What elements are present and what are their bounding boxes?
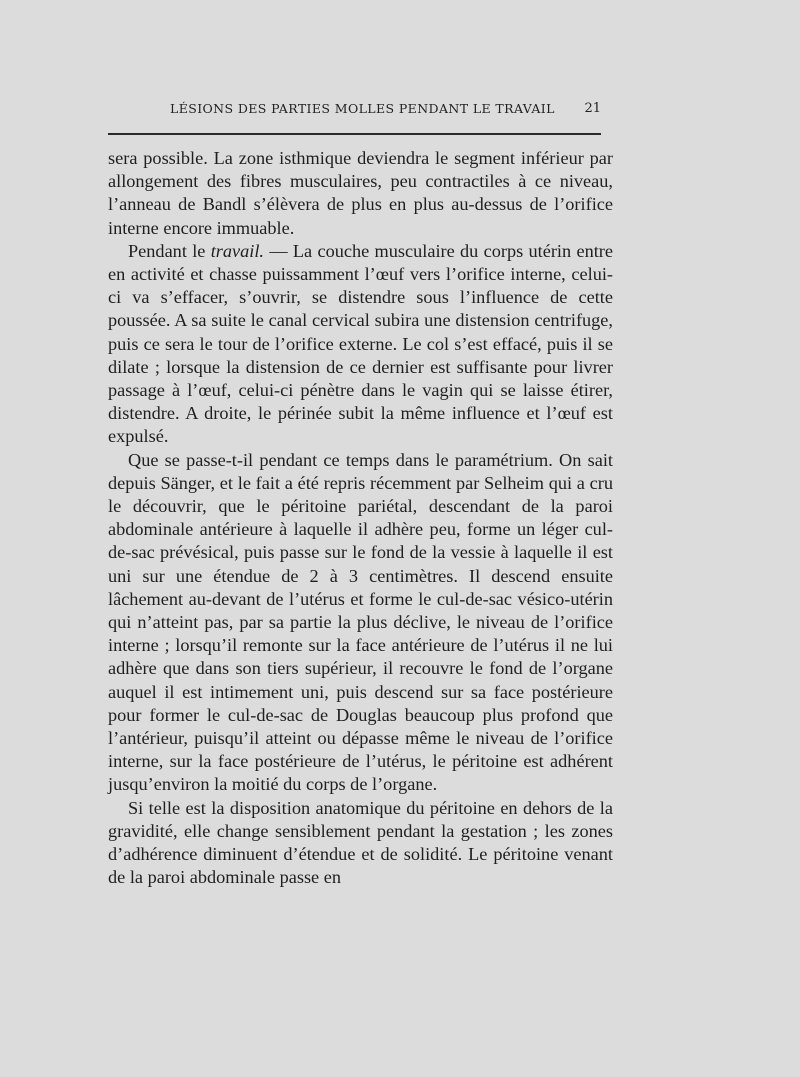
header-rule	[108, 133, 601, 135]
paragraph-lead: Pendant le	[128, 240, 211, 261]
paragraph-body: — La couche musculaire du corps utérin entre en activité et chasse puissamment l’œuf vers l’orifice interne, celui-ci va s’effacer, s’ouvrir, se distendre sous l’influence de cette poussée. A sa suite le canal cervical subira une distension centrifuge, puis ce sera le tour de l’orifice externe. Le col s’est effacé, puis il se dilate ; lorsque la distension de ce dernier est suffisante pour livrer passage à l’œuf, celui-ci pénètre dans le vagin qui se laisse étirer, distendre. A droite, le périnée subit la même influence et l’œuf est expulsé.	[108, 240, 613, 447]
running-title: LÉSIONS DES PARTIES MOLLES PENDANT LE TRAVAIL	[170, 101, 555, 116]
paragraph-continued: sera possible. La zone isthmique deviendra le segment inférieur par allongement des fibres musculaires, peu contractiles à ce niveau, l’anneau de Bandl s’élèvera de plus en plus au-dessus de l’orifice interne encore immuable.	[108, 148, 613, 238]
paragraph-emphasis: travail.	[210, 240, 265, 261]
paragraph-travail	[108, 240, 613, 449]
body-text	[108, 147, 613, 890]
paragraph-gestation: Si telle est la disposition anatomique du péritoine en dehors de la gravidité, elle change sensiblement pendant la gestation ; les zones d’adhérence diminuent d’étendue et de solidité. Le péritoine venant de la paroi abdominale passe en	[108, 797, 613, 888]
page-number: 21	[584, 101, 601, 116]
paragraph-parametrium: Que se passe-t-il pendant ce temps dans le paramétrium. On sait depuis Sänger, et le fait a été repris récemment par Selheim qui a cru le découvrir, que le péritoine pariétal, descendant de la paroi abdominale antérieure à laquelle il adhère peu, forme un léger cul-de-sac prévésical, puis passe sur le fond de la vessie à laquelle il est uni sur une étendue de 2 à 3 centimètres. Il descend ensuite lâchement au-devant de l’utérus et forme le cul-de-sac vésico-utérin qui n’atteint pas, par sa partie la plus déclive, le niveau de l’orifice interne ; lorsqu’il remonte sur la face antérieure de l’utérus il ne lui adhère que dans son tiers supérieur, il recouvre le fond de l’organe auquel il est intimement uni, puis descend sur sa face postérieure pour former le cul-de-sac de Douglas beaucoup plus profond que l’antérieur, puisqu’il atteint ou dépasse même le niveau de l’orifice interne, sur la face postérieure de l’utérus, le péritoine est adhérent jusqu’environ la moitié du corps de l’organe.	[108, 449, 613, 795]
running-head	[108, 101, 601, 125]
